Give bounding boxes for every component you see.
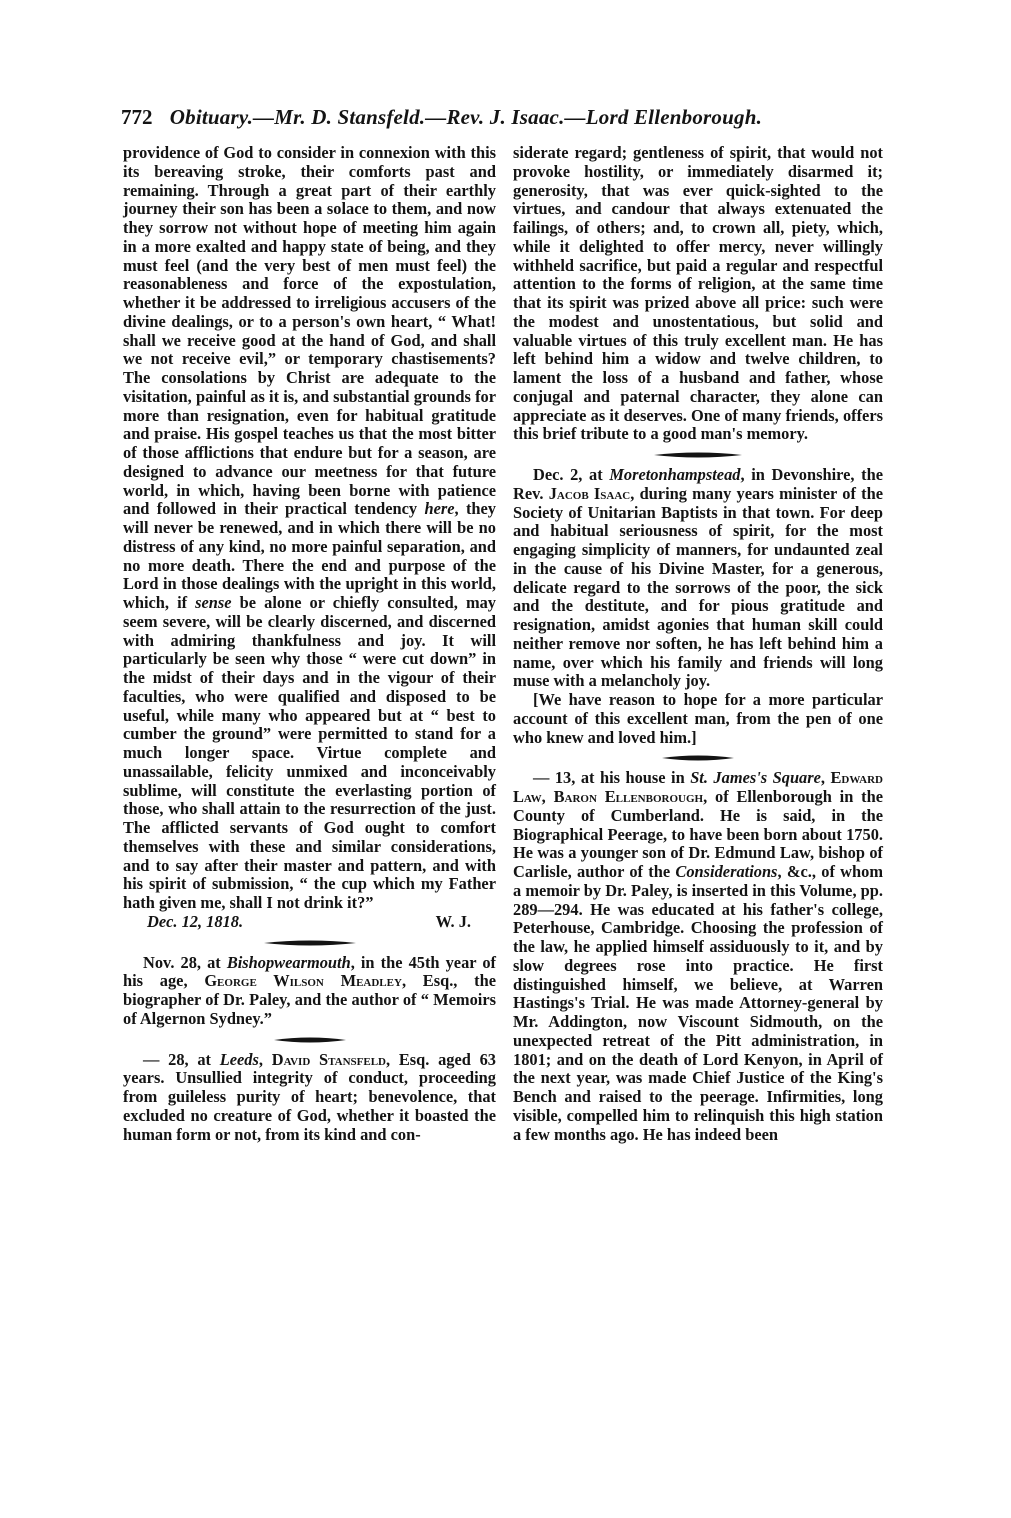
fleuron-icon: [274, 1036, 346, 1044]
place-name: St. James's Square: [690, 768, 821, 788]
text-span: , in Devonshire, the Rev.: [513, 465, 883, 503]
fleuron-divider: [513, 444, 883, 466]
text-span: Dec. 2, at: [533, 465, 610, 484]
text-span: , Esq. aged 63 years. Unsullied integrity of conduct, proceeding from guileless purity of heart; benevolence, that excluded no creature of God, whether it boasted the human form or not, from its kind and con-: [123, 1049, 496, 1144]
consolation-paragraph: [123, 144, 496, 913]
place-name: Bishopwearmouth: [226, 952, 351, 972]
text-span: be alone or chiefly consulted, may seem severe, will be clearly discerned, and discerned with admiring thankfulness and joy. It will particularly be seen why those “ were cut down” in the midst of their days and in the vigour of their faculties, who were qualified and disposed to be useful, while many who appeared but at “ best to cumber the ground” were permitted to stand for a much longer space. Virtue complete and unassailable, felicity unmixed and inconceivably sublime, will constitute the everlasting portion of those, who shall attain to the resurrection of the just. The afflicted servants of God ought to comfort themselves with these and similar considerations, and to say after their master and pattern, and with his spirit of submission, “ the cup which my Father hath given me, shall I not drink it?”: [123, 593, 496, 912]
italic-word: sense: [195, 593, 232, 612]
italic-word: here: [424, 499, 455, 519]
deceased-name: David Stansfeld: [271, 1049, 386, 1069]
running-header: [121, 102, 901, 132]
signature-line: [123, 913, 496, 932]
text-span: , of Ellenborough in the County of Cumberland. He is said, in the Biographical Peerage, to have been born about 1750. He was a younger son of Dr. Edmund Law, bishop of Carlisle, author of the: [513, 787, 883, 881]
text-span: — 28, at: [143, 1049, 220, 1069]
text-span: , &c., of whom a memoir by Dr. Paley, is inserted in this Volume, pp. 289—294. He was educated at his father's college, Peterhouse, Cambridge. Choosing the profession of the law, he applied himself assiduously to it, and by slow degrees rose into practice. He first distinguished himself, we believe, at Warren Hastings's Trial. He was made Attorney-general by Mr. Addington, now Viscount Sidmouth, on the unexpected retreat of the Pitt administration, in 1801; and on the death of Lord Kenyon, in April of the next year, was made Chief Justice of the King's Bench and raised to the peerage. Infirmities, long visible, compelled him to relinquish this high station a few months ago. He has indeed been: [513, 862, 883, 1144]
text-span: ,: [258, 1049, 272, 1069]
signature-date: Dec. 12, 1818.: [147, 911, 244, 931]
left-column: [123, 144, 496, 1144]
fleuron-divider: [513, 747, 883, 769]
fleuron-divider: [123, 1029, 496, 1051]
text-span: Nov. 28, at: [143, 952, 227, 972]
place-name: Moretonhampstead: [609, 465, 741, 484]
text-span: , during many years minister of the Society of Unitarian Baptists in that town. For deep and habitual seriousness of spirit, for the most engaging simplicity of manners, for undaunted zeal in the cause of his Divine Master, for a generous, delicate regard to the sorrows of the poor, the sick and the destitute, and for pious gratitude and resignation, amidst agonies that human skill could neither remove nor soften, he has left behind him a name, over which his family and friends will long muse with a melancholy joy.: [513, 483, 883, 691]
text-span: , Esq., the biographer of Dr. Paley, and the author of “ Memoirs of Algernon Sydney.”: [123, 971, 496, 1028]
obituary-entry-stansfeld: [123, 1051, 496, 1145]
text-span: , in the 45th year of his age,: [123, 952, 496, 991]
right-column: [513, 144, 883, 1144]
place-name: Leeds: [219, 1049, 259, 1069]
fleuron-divider: [123, 932, 496, 954]
stansfeld-continued: siderate regard; gentleness of spirit, that would not provoke hostility, or immediately disarmed it; generosity, that was ever quick-sighted to the virtues, and candour that always extenuated the failings, of others; and, to crown all, piety, which, while it delighted to offer mercy, never willingly withheld sacrifice, but paid a regular and respectful attention to the forms of religion, at the same time that its spirit was prized above all price: such were the modest and unostentatious, but solid and valuable virtues of this truly excellent man. He has left behind him a widow and twelve children, to lament the loss of a husband and father, whose conjugal and paternal character, they alone can appreciate as it deserves. One of many friends, offers this brief tribute to a good man's memory.: [513, 143, 883, 444]
editor-note: [We have reason to hope for a more particular account of this excellent man, from the pen of one who knew and loved him.]: [513, 690, 883, 747]
fleuron-icon: [654, 451, 742, 459]
deceased-name: George Wilson Meadley: [204, 971, 402, 991]
book-title: Considerations: [675, 862, 778, 881]
text-span: ,: [820, 768, 831, 788]
deceased-name: Edward Law, Baron Ellenborough: [513, 768, 883, 806]
page-number: 772: [121, 105, 153, 129]
fleuron-icon: [662, 754, 734, 762]
obituary-entry-meadley: [123, 954, 496, 1029]
running-title: Obituary.—Mr. D. Stansfeld.—Rev. J. Isaac.—Lord Ellenborough.: [169, 105, 763, 129]
signature-initials: W. J.: [435, 911, 471, 931]
text-span: — 13, at his house in: [533, 768, 691, 788]
obituary-entry-isaac: [513, 466, 883, 691]
text-span: , they will never be renewed, and in which there will be no distress of any kind, no more painful separation, and no more death. There the end and purpose of the Lord in those dealings with the upright in this world, which, if: [123, 499, 496, 612]
text-span: providence of God to consider in connexion with this its bereaving stroke, their comforts past and remaining. Through a great part of their earthly journey their son has been a solace to them, and now they sorrow not without hope of meeting him again in a more exalted and happy state of being, and they must feel (and the very best of men must feel) the reasonableness and force of the expostulation, whether it be addressed to irreligious accusers of the divine dealings, or to a person's own heart, “ What! shall we receive good at the hand of God, and shall we not receive evil,” or temporary chastisements? The consolations by Christ are adequate to the visitation, painful as it is, and substantial grounds for more than resignation, even for habitual gratitude and praise. His gospel teaches us that the most bitter of those afflictions that endure but for a season, are designed to advance our meetness for that future world, in which, having been borne with patience and followed in their practical tendency: [123, 143, 496, 519]
fleuron-icon: [264, 939, 356, 947]
deceased-name: Jacob Isaac: [548, 483, 631, 503]
obituary-entry-ellenborough: [513, 769, 883, 1144]
